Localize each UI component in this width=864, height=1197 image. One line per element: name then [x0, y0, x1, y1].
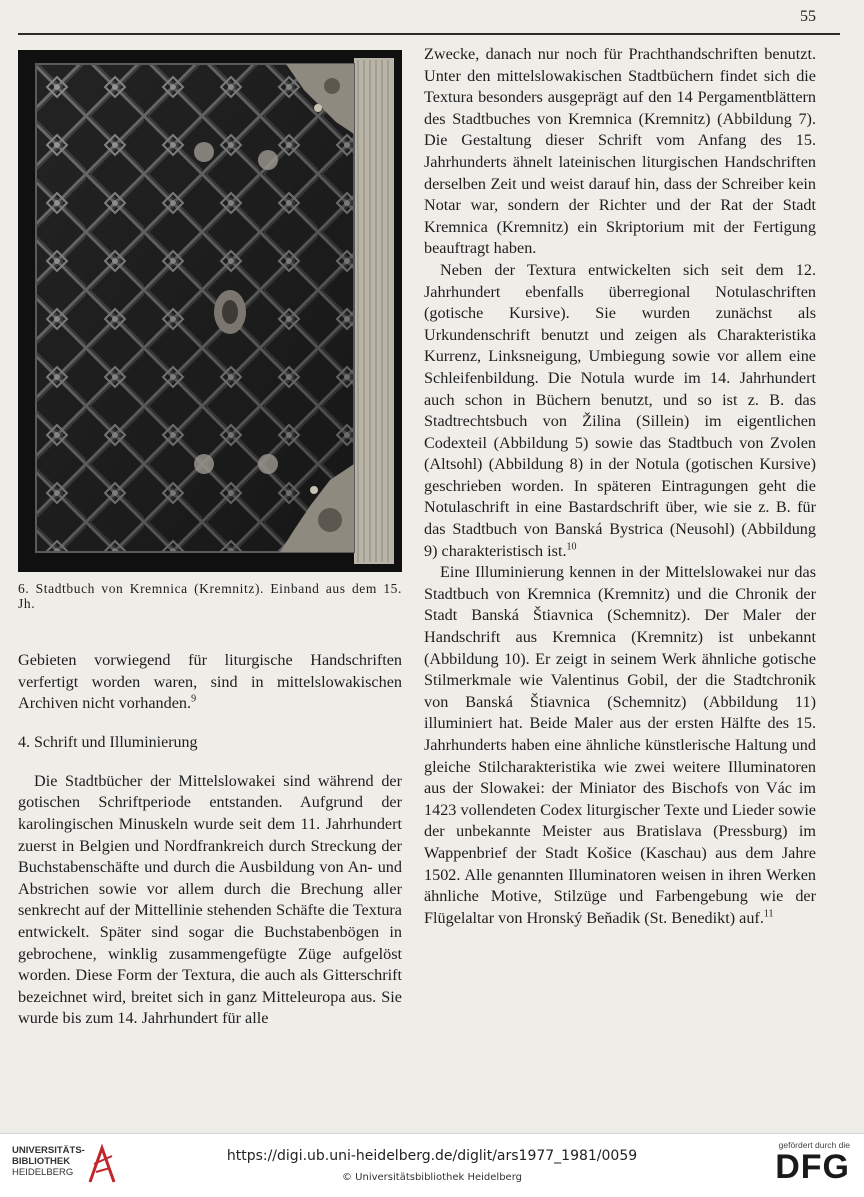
right-column [424, 44, 816, 929]
paragraph: Eine Illuminierung kennen in der Mittelslowakei nur das Stadtbuch von Kremnica (Kremnitz) und die Chronik der Stadt Banská Štiavnica (Schemnitz). Der Maler der Handschrift aus Kremnica (Kremnitz) ist unbekannt (Abbildung 10). Er zeigt in seinem Werk ähnliche gotische Stilmerkmale wie Valentinus Gobil, der die Stadtchronik von Banská Štiavnica (Schemnitz) (Abbildung 11) illuminiert hat. Beide Maler aus der ersten Hälfte des 15. Jahrhunderts haben eine ähnliche künstlerische Haltung und gleiche Stilcharakteristika wie zwei weitere Illuminatoren aus der Slowakei: der Miniator des Bischofs von Vác im 1423 vollendeten Codex liturgischer Texte und Lieder sowie der unbekannte Meister aus Bratislava (Pressburg) im Wappenbrief der Stadt Košice (Kaschau) aus dem Jahre 1502. Alle genannten Illuminatoren weisen in ihren Werken ähnliche Motive, Stilzüge und Farbengebung wie der Flügelaltar von Hronský Beňadik (St. Benedikt) auf.$^{11}$ [424, 563, 816, 927]
figure-caption: 6. Stadtbuch von Kremnica (Kremnitz). Einband aus dem 15. Jh. [18, 581, 402, 611]
permalink-url[interactable]: https://digi.ub.uni-heidelberg.de/diglit/ars1977_1981/0059 [226, 1148, 638, 1164]
page-number: 55 [800, 8, 816, 25]
header-rule [18, 33, 840, 35]
paragraph: Zwecke, danach nur noch für Prachthandschriften benutzt. Unter den mittelslowakischen Stadtbüchern findet sich die Textura besonders ausgeprägt auf den 14 Pergamentblättern des Stadtbuches von Kremnica (Kremnitz) (Abbildung 7). Die Gestaltung dieser Schrift vom Anfang des 15. Jahrhunderts ähnelt lateinischen liturgischen Handschriften derselben Zeit und weist darauf hin, dass der Schreiber kein Notar war, sondern der Richter und der Rat der Stadt Kremnica (Kremnitz) ein Skriptorium mit der Fertigung beauftragt haben. [424, 45, 816, 258]
book-cover-illustration [18, 50, 402, 572]
clasp-boss [214, 290, 246, 334]
left-column [18, 650, 402, 1030]
paragraph: Die Stadtbücher der Mittelslowakei sind während der gotischen Schriftperiode entstanden. Aufgrund der karolingischen Minuskeln wurde seit dem 11. Jahrhundert zuerst in Belgien und Nordfrankreich durch Streckung der Buchstabenschäfte und durch die Ausbildung von An- und Abstrichen sowie vor allem durch die Brechung aller senkrecht auf der Mittellinie stehenden Schäfte die Textura entwickelt. Später sind sogar die Buchstabenbögen in gebrochene, winklig zusammengefügte Züge aufgelöst worden. Diese Form der Textura, die auch als Gitterschrift bezeichnet wird, breitet sich in ganz Mitteleuropa aus. Sie wurde bis zum 14. Jahrhundert für alle [18, 771, 402, 1028]
book-cover-photo [18, 50, 402, 572]
dfg-logo: DFG [775, 1148, 850, 1186]
viewer-footer [0, 1133, 864, 1197]
paragraph: Neben der Textura entwickelten sich seit dem 12. Jahrhundert ebenfalls überregional Notulaschriften (gotische Kursive). Sie wurden zunächst als Urkundenschrift benutzt und zeigen als Charakteristika Kurrenz, Linksneigung, Umbiegung sowie vor allem eine Schleifenbildung. Die Notula wurde im 14. Jahrhundert auch schon in Büchern benutzt, und so ist z. B. das Stadtrechtsbuch von Žilina (Sillein) im eigentlichen Codexteil (Abbildung 5) sowie das Stadtbuch von Zvolen (Altsohl) (Abbildung 8) in der Notula (gotischen Kursive) geschrieben worden. In späteren Eintragungen geht die Notulaschrift in eine Bastardschrift über, wie sie z. B. für das Stadtbuch von Banská Bystrica (Neusohl) (Abbildung 9) charakteristisch ist.$^{10}$ [424, 260, 816, 560]
copyright-notice: © Universitätsbibliothek Heidelberg [341, 1172, 522, 1183]
footnote-marker: 9 [191, 693, 197, 705]
university-library-logo[interactable]: UNIVERSITÄTS- BIBLIOTHEK HEIDELBERG [12, 1145, 85, 1178]
footnote-marker: 10 [566, 541, 577, 553]
footnote-marker: 11 [763, 908, 774, 920]
paragraph-continuation: Gebieten vorwiegend für liturgische Handschriften verfertigt worden waren, sind in mittelslowakischen Archiven nicht vorhanden.$^9$ [18, 651, 402, 713]
section-heading: 4. Schrift und Illuminierung [18, 733, 198, 751]
dfg-funding[interactable]: gefördert durch die DFG [760, 1140, 850, 1184]
